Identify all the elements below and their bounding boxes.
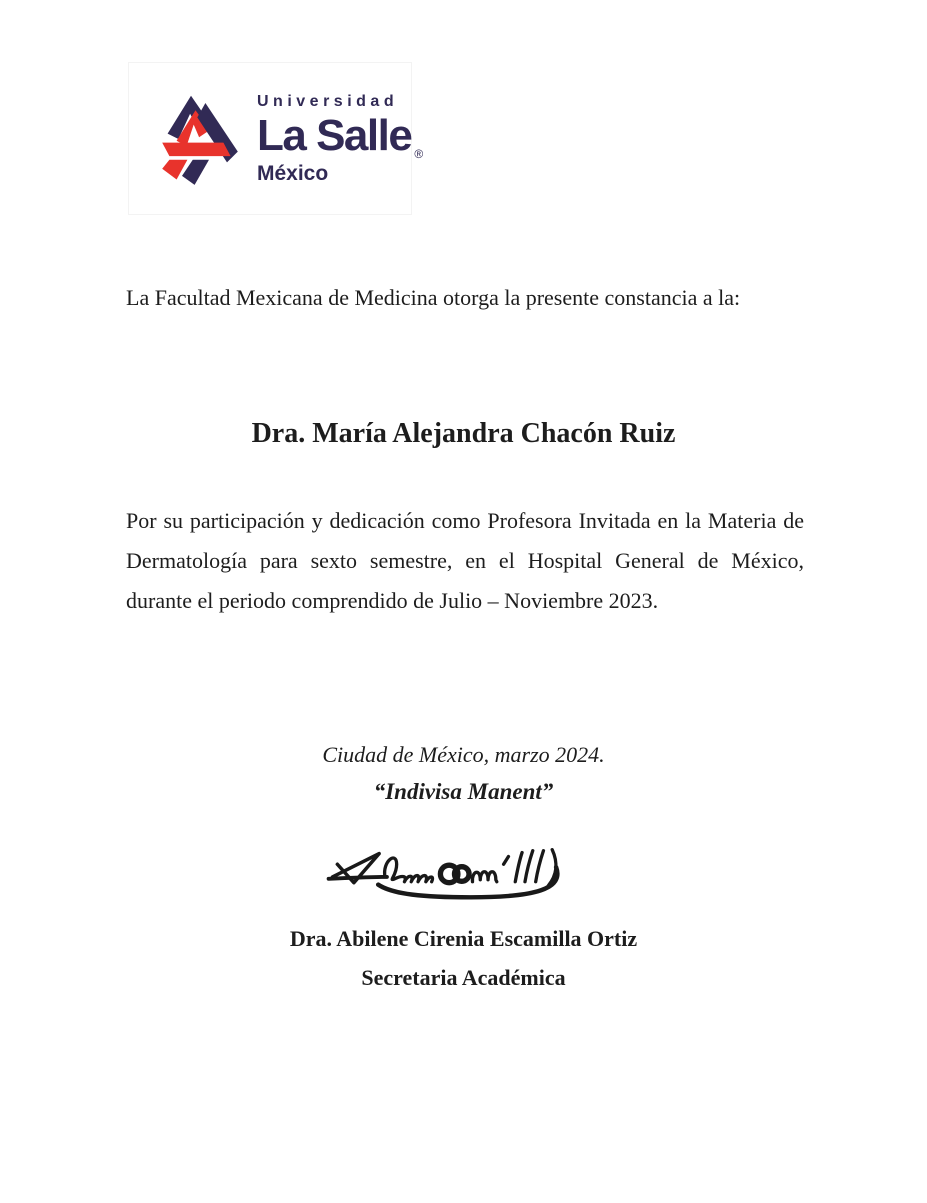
logo-brand-label: La Salle ® [257,110,424,161]
motto-line: “Indivisa Manent” [373,779,554,804]
recipient-name: Dra. María Alejandra Chacón Ruiz [251,417,676,449]
place-date-line: Ciudad de México, marzo 2024. [322,742,605,767]
signer-name: Dra. Abilene Cirenia Escamilla Ortiz [289,926,638,951]
logo-university-label: Universidad [257,92,399,110]
registered-trademark-icon: ® [414,146,424,161]
signer-title: Secretaria Académica [361,965,566,990]
signature-image [321,838,589,908]
lasalle-emblem-icon [155,87,245,191]
logo-country-label: México [257,161,329,185]
intro-paragraph: La Facultad Mexicana de Medicina otorga la presente constancia a la: [126,285,741,310]
body-paragraph: Por su participación y dedicación como Profesora Invitada en la Materia de Dermatología para sexto semestre, en el Hospital General de México, durante el periodo comprendido de Julio – Noviembre 2023. [126,508,804,613]
logo-wordmark [257,92,424,185]
university-logo [128,62,424,215]
